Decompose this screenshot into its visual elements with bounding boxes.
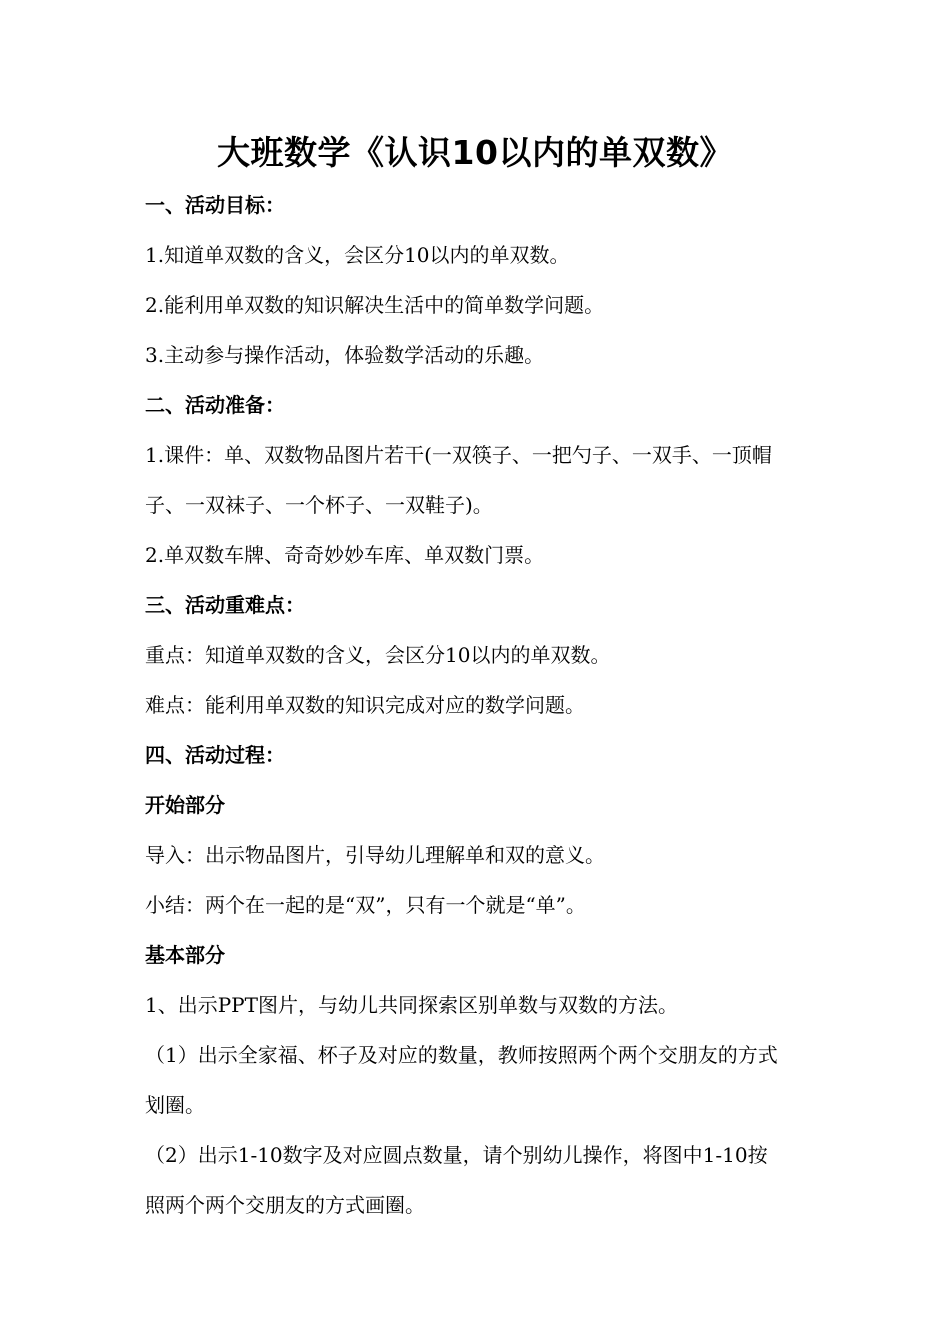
section-heading-key-points: 三、活动重难点： <box>145 593 305 617</box>
section-heading-process: 四、活动过程： <box>145 743 285 767</box>
paragraph-line: 小结：两个在一起的是“双”，只有一个就是“单”。 <box>145 893 586 917</box>
section-heading-goals: 一、活动目标： <box>145 193 285 217</box>
paragraph-line: （1）出示全家福、杯子及对应的数量，教师按照两个两个交朋友的方式 <box>145 1043 778 1067</box>
paragraph-line: 子、一双袜子、一个杯子、一双鞋子)。 <box>145 493 493 517</box>
paragraph-line: 照两个两个交朋友的方式画圈。 <box>145 1193 425 1217</box>
paragraph-line: 1.知道单双数的含义，会区分10以内的单双数。 <box>145 243 570 267</box>
paragraph-line: 1.课件：单、双数物品图片若干(一双筷子、一把勺子、一双手、一顶帽 <box>145 443 772 467</box>
paragraph-line: 划圈。 <box>145 1093 205 1117</box>
paragraph-line: 2.单双数车牌、奇奇妙妙车库、单双数门票。 <box>145 543 545 567</box>
paragraph-line: （2）出示1-10数字及对应圆点数量，请个别幼儿操作，将图中1-10按 <box>145 1143 768 1167</box>
section-heading-preparation: 二、活动准备： <box>145 393 285 417</box>
paragraph-line: 导入：出示物品图片，引导幼儿理解单和双的意义。 <box>145 843 605 867</box>
document-body <box>145 180 850 1230</box>
paragraph-line: 难点：能利用单双数的知识完成对应的数学问题。 <box>145 693 585 717</box>
document-title: 大班数学《认识10以内的单双数》 <box>217 133 733 172</box>
subsection-heading-basic: 基本部分 <box>145 943 225 967</box>
subsection-heading-start: 开始部分 <box>145 793 225 817</box>
paragraph-line: 3.主动参与操作活动，体验数学活动的乐趣。 <box>145 343 545 367</box>
paragraph-line: 重点：知道单双数的含义，会区分10以内的单双数。 <box>145 643 611 667</box>
paragraph-line: 2.能利用单双数的知识解决生活中的简单数学问题。 <box>145 293 605 317</box>
paragraph-line: 1、出示PPT图片，与幼儿共同探索区别单数与双数的方法。 <box>145 993 678 1017</box>
